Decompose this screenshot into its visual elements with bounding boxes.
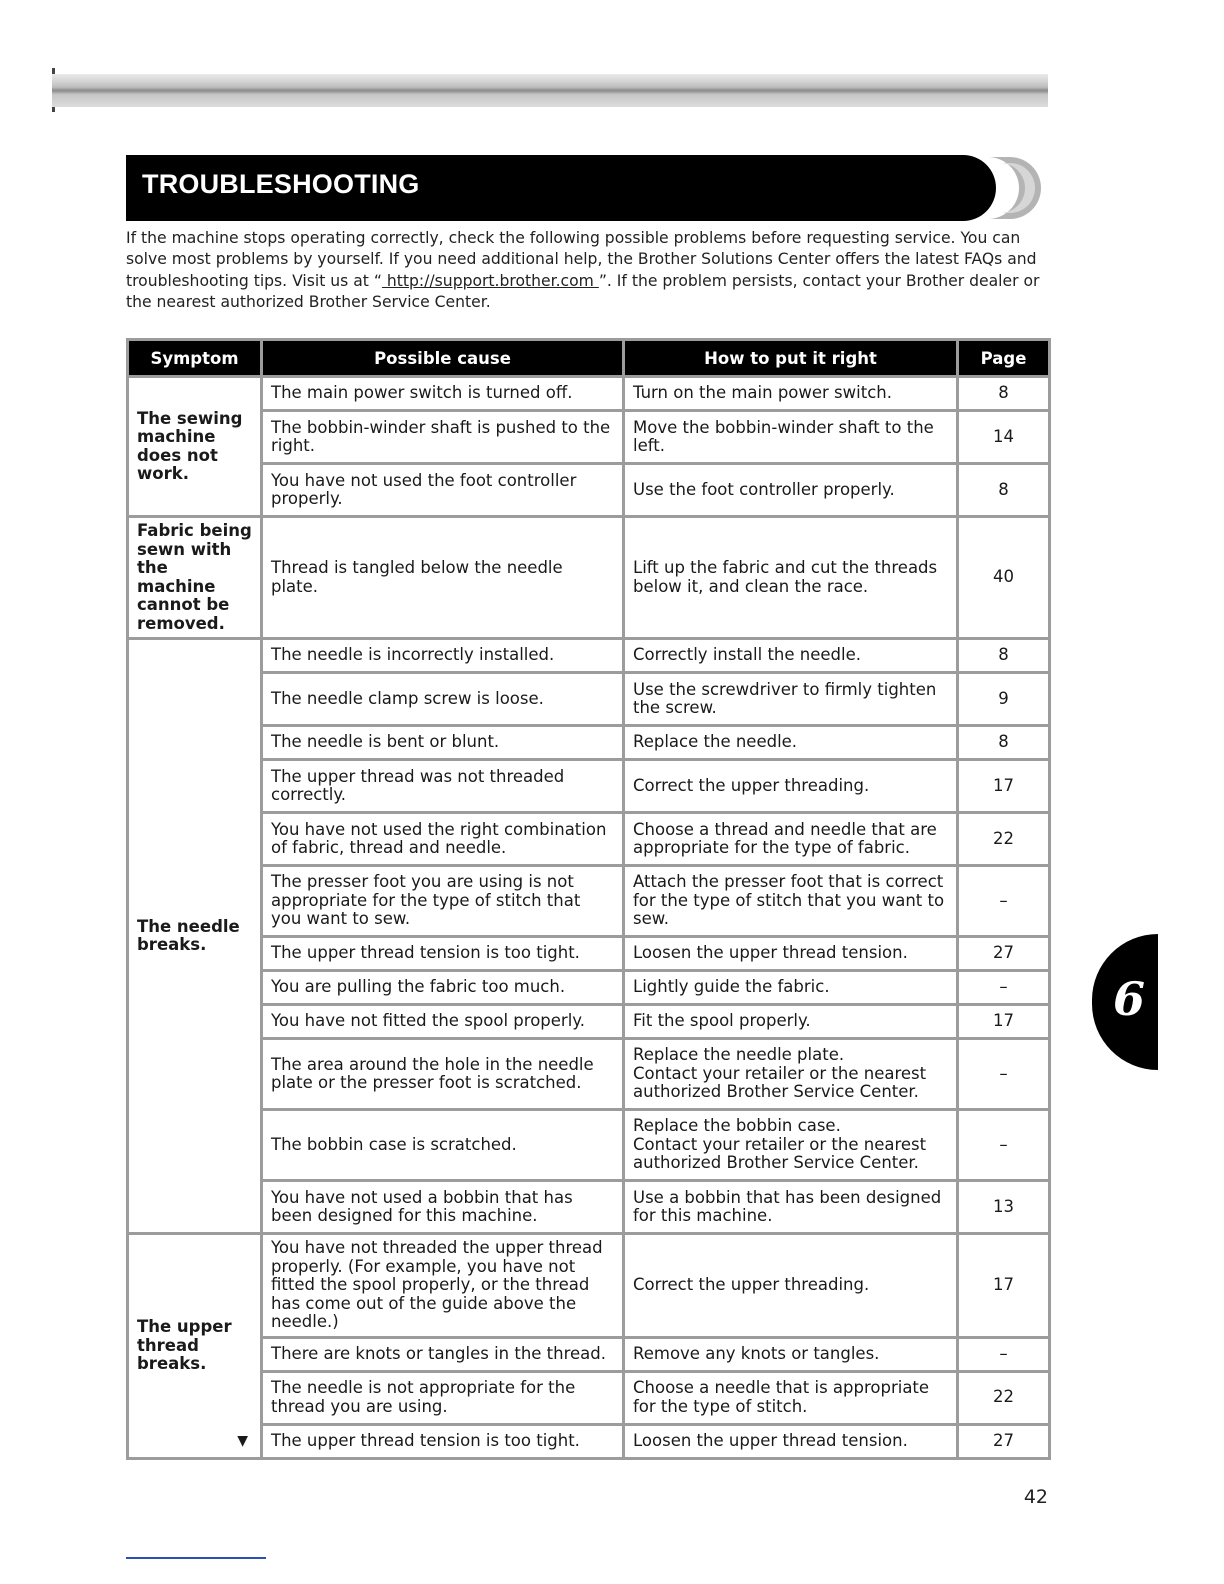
remedy-cell: Use the foot controller properly. <box>624 464 958 517</box>
page-cell: – <box>958 1110 1050 1181</box>
remedy-cell: Loosen the upper thread tension. <box>624 1424 958 1458</box>
cause-cell: The needle is incorrectly installed. <box>262 639 624 673</box>
table-row <box>128 760 1050 813</box>
page-cell: – <box>958 1039 1050 1110</box>
cause-cell: The bobbin-winder shaft is pushed to the right. <box>262 411 624 464</box>
page-cell: – <box>958 1337 1050 1371</box>
remedy-cell: Lightly guide the fabric. <box>624 971 958 1005</box>
table-row <box>128 1371 1050 1424</box>
cause-cell: The bobbin case is scratched. <box>262 1110 624 1181</box>
table-row <box>128 517 1050 639</box>
remedy-cell: Remove any knots or tangles. <box>624 1337 958 1371</box>
cause-cell: The upper thread was not threaded correctly. <box>262 760 624 813</box>
troubleshooting-table <box>126 338 1051 1460</box>
page-cell: 40 <box>958 517 1050 639</box>
remedy-cell: Use the screwdriver to firmly tighten the screw. <box>624 673 958 726</box>
page-cell: 27 <box>958 937 1050 971</box>
table-row <box>128 1337 1050 1371</box>
table-row <box>128 1110 1050 1181</box>
table-row <box>128 813 1050 866</box>
page-cell: 22 <box>958 813 1050 866</box>
page-cell: – <box>958 971 1050 1005</box>
support-link[interactable]: http://support.brother.com <box>381 271 599 290</box>
page-cell: 27 <box>958 1424 1050 1458</box>
table-row <box>128 464 1050 517</box>
table-row <box>128 1039 1050 1110</box>
page-cell: 8 <box>958 726 1050 760</box>
table-row <box>128 639 1050 673</box>
cause-cell: The needle is not appropriate for the thread you are using. <box>262 1371 624 1424</box>
remedy-cell: Loosen the upper thread tension. <box>624 937 958 971</box>
remedy-cell: Correct the upper threading. <box>624 760 958 813</box>
remedy-cell: Fit the spool properly. <box>624 1005 958 1039</box>
chapter-number: 6 <box>1112 972 1145 1026</box>
page-cell: 8 <box>958 464 1050 517</box>
footer-rule <box>126 1557 266 1559</box>
remedy-cell: Replace the needle plate. Contact your retailer or the nearest authorized Brother Service Center. <box>624 1039 958 1110</box>
cause-cell: You have not threaded the upper thread properly. (For example, you have not fitted the spool properly, or the thread has come out of the guide above the needle.) <box>262 1234 624 1338</box>
intro-text-2: ”. If the problem persists, contact your Brother dealer or the nearest authorized Brother Service Center. <box>126 271 1040 312</box>
cause-cell: You are pulling the fabric too much. <box>262 971 624 1005</box>
symptom-cell <box>128 1234 262 1459</box>
symptom-cell: Fabric being sewn with the machine cannot be removed. <box>128 517 262 639</box>
table-row <box>128 726 1050 760</box>
table-row <box>128 1234 1050 1338</box>
cause-cell: The presser foot you are using is not appropriate for the type of stitch that you want to sew. <box>262 866 624 937</box>
remedy-cell: Replace the needle. <box>624 726 958 760</box>
page-cell: 14 <box>958 411 1050 464</box>
cause-cell: There are knots or tangles in the thread. <box>262 1337 624 1371</box>
remedy-cell: Lift up the fabric and cut the threads below it, and clean the race. <box>624 517 958 639</box>
page-cell: – <box>958 866 1050 937</box>
header-gradient-bar <box>52 74 1048 107</box>
remedy-cell: Turn on the main power switch. <box>624 377 958 411</box>
page-cell: 17 <box>958 1234 1050 1338</box>
table-row <box>128 1005 1050 1039</box>
remedy-cell: Correctly install the needle. <box>624 639 958 673</box>
section-title-bar <box>126 155 996 221</box>
cause-cell: Thread is tangled below the needle plate. <box>262 517 624 639</box>
cause-cell: The needle is bent or blunt. <box>262 726 624 760</box>
table-header-row <box>128 340 1050 377</box>
cause-cell: The main power switch is turned off. <box>262 377 624 411</box>
intro-paragraph <box>126 228 1046 314</box>
remedy-cell: Correct the upper threading. <box>624 1234 958 1338</box>
cause-cell: The upper thread tension is too tight. <box>262 1424 624 1458</box>
cause-cell: The area around the hole in the needle plate or the presser foot is scratched. <box>262 1039 624 1110</box>
header-possible-cause: Possible cause <box>262 340 624 377</box>
remedy-cell: Use a bobbin that has been designed for this machine. <box>624 1181 958 1234</box>
symptom-text: The upper thread breaks. <box>137 1317 232 1373</box>
page-cell: 8 <box>958 377 1050 411</box>
intro-text-1: If the machine stops operating correctly, check the following possible problems before requesting service. You can solve most problems by yourself. If you need additional help, the Brother Solutions Center offers the latest FAQs and troubleshooting tips. Visit us at “ <box>126 229 1037 290</box>
table-row <box>128 937 1050 971</box>
page-title: TROUBLESHOOTING <box>142 169 420 199</box>
table-row <box>128 411 1050 464</box>
header-symptom: Symptom <box>128 340 262 377</box>
table-row <box>128 971 1050 1005</box>
title-cap-decoration-icon <box>978 157 1044 219</box>
table-row <box>128 1424 1050 1458</box>
page-cell: 13 <box>958 1181 1050 1234</box>
table-row <box>128 866 1050 937</box>
page-cell: 17 <box>958 1005 1050 1039</box>
continued-arrow-icon: ▼ <box>237 1433 248 1449</box>
header-page: Page <box>958 340 1050 377</box>
remedy-cell: Replace the bobbin case. Contact your retailer or the nearest authorized Brother Service Center. <box>624 1110 958 1181</box>
table-row <box>128 673 1050 726</box>
cause-cell: The upper thread tension is too tight. <box>262 937 624 971</box>
remedy-cell: Choose a thread and needle that are appropriate for the type of fabric. <box>624 813 958 866</box>
cause-cell: You have not used a bobbin that has been designed for this machine. <box>262 1181 624 1234</box>
cause-cell: You have not fitted the spool properly. <box>262 1005 624 1039</box>
remedy-cell: Choose a needle that is appropriate for the type of stitch. <box>624 1371 958 1424</box>
page-cell: 22 <box>958 1371 1050 1424</box>
table-row <box>128 1181 1050 1234</box>
page-cell: 8 <box>958 639 1050 673</box>
cause-cell: You have not used the right combination of fabric, thread and needle. <box>262 813 624 866</box>
remedy-cell: Attach the presser foot that is correct for the type of stitch that you want to sew. <box>624 866 958 937</box>
header-how-to-fix: How to put it right <box>624 340 958 377</box>
page-number: 42 <box>1023 1486 1048 1508</box>
page-cell: 17 <box>958 760 1050 813</box>
table-row <box>128 377 1050 411</box>
symptom-cell: The sewing machine does not work. <box>128 377 262 517</box>
cause-cell: The needle clamp screw is loose. <box>262 673 624 726</box>
remedy-cell: Move the bobbin-winder shaft to the left. <box>624 411 958 464</box>
symptom-cell: The needle breaks. <box>128 639 262 1234</box>
page-cell: 9 <box>958 673 1050 726</box>
cause-cell: You have not used the foot controller properly. <box>262 464 624 517</box>
